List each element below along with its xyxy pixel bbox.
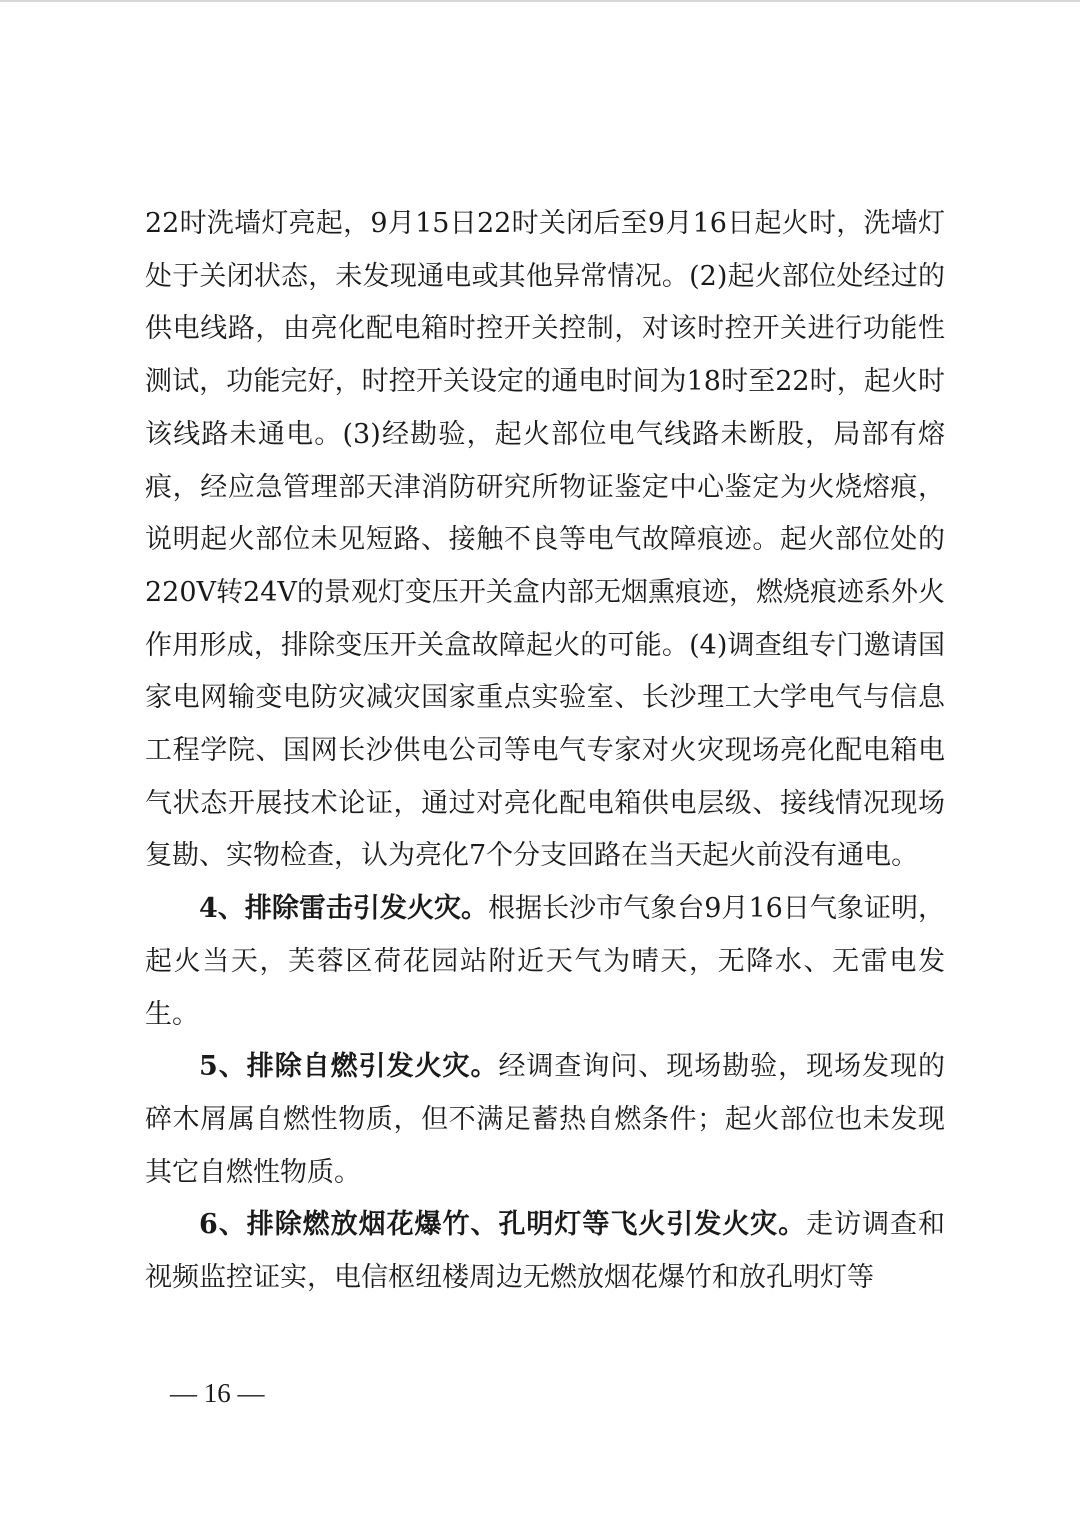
- paragraph-spontaneous-combustion: [145, 1041, 945, 1199]
- paragraph-text: 经调查询问、现场勘验，现场发现的碎木屑属自燃性物质，但不满足蓄热自燃条件；起火部位也未发现其它自燃性物质。: [145, 1051, 945, 1188]
- paragraph-fireworks: [145, 1199, 945, 1304]
- paragraph-fire-origin-electrical: [145, 198, 945, 883]
- paragraph-heading: 6、排除燃放烟花爆竹、孔明灯等飞火引发火灾。: [199, 1209, 807, 1241]
- paragraph-text: 走访调查和视频监控证实，电信枢纽楼周边无燃放烟花爆竹和放孔明灯等: [145, 1209, 946, 1294]
- paragraph-lightning: [145, 883, 945, 1041]
- page-number: — 16 —: [170, 1378, 265, 1408]
- document-body: [145, 198, 945, 1305]
- paragraph-text: 根据长沙市气象台9月16日气象证明，起火当天，芙蓉区荷花园站附近天气为晴天，无降水、无雷电发生。: [145, 893, 945, 1030]
- paragraph-heading: 4、排除雷击引发火灾。: [199, 893, 489, 925]
- paragraph-heading: 5、排除自燃引发火灾。: [199, 1051, 499, 1083]
- paragraph-text: 22时洗墙灯亮起，9月15日22时关闭后至9月16日起火时，洗墙灯处于关闭状态，未发现通电或其他异常情况。(2)起火部位处经过的供电线路，由亮化配电箱时控开关控制，对该时控开关进行功能性测试，功能完好，时控开关设定的通电时间为18时至22时，起火时该线路未通电。(3)经勘验，起火部位电气线路未断股，局部有熔痕，经应急管理部天津消防研究所物证鉴定中心鉴定为火烧熔痕，说明起火部位未见短路、接触不良等电气故障痕迹。起火部位处的220V转24V的景观灯变压开关盒内部无烟熏痕迹，燃烧痕迹系外火作用形成，排除变压开关盒故障起火的可能。(4)调查组专门邀请国家电网输变电防灾减灾国家重点实验室、长沙理工大学电气与信息工程学院、国网长沙供电公司等电气专家对火灾现场亮化配电箱电气状态开展技术论证，通过对亮化配电箱供电层级、接线情况现场复勘、实物检查，认为亮化7个分支回路在当天起火前没有通电。: [145, 208, 945, 872]
